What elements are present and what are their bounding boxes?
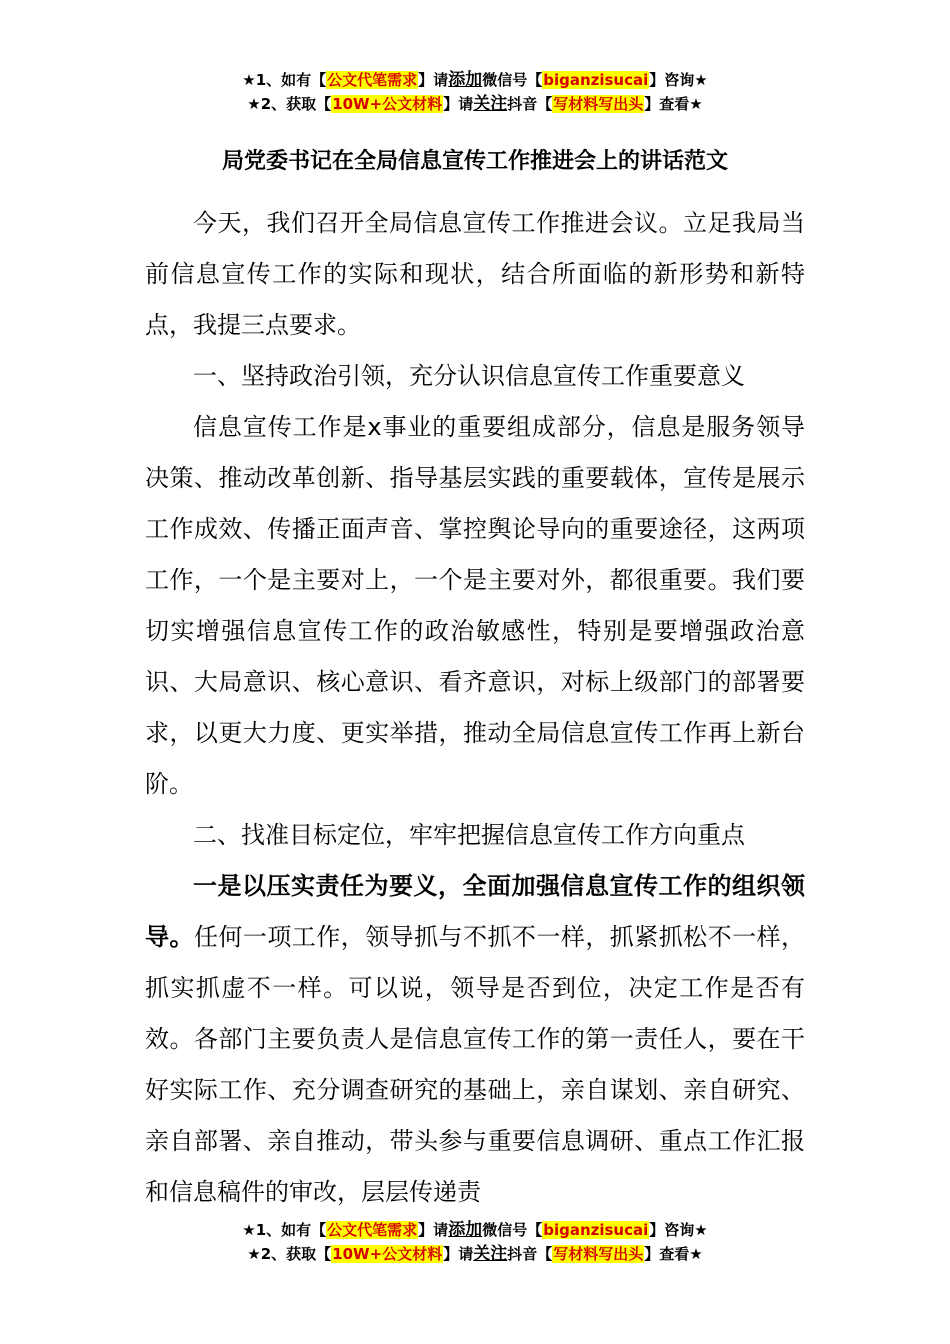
banner-text: 】请 (443, 1245, 474, 1263)
banner-line-2 (0, 1242, 950, 1266)
banner-text: 】咨询★ (649, 1221, 708, 1239)
document-title: 局党委书记在全局信息宣传工作推进会上的讲话范文 (221, 149, 728, 174)
underlined-keyword: 关注 (473, 94, 508, 114)
banner-text: ★2、获取【 (247, 95, 332, 113)
highlight-douyin-account: 写材料写出头 (553, 1245, 644, 1263)
highlight-materials: 10W+公文材料 (332, 1245, 443, 1263)
banner-text: 】查看★ (644, 1245, 703, 1263)
bottom-banner (0, 1218, 950, 1266)
paragraph-point-1 (145, 861, 805, 1218)
paragraph-intro: 今天，我们召开全局信息宣传工作推进会议。立足我局当前信息宣传工作的实际和现状，结合所面临的新形势和新特点，我提三点要求。 (145, 209, 805, 339)
banner-text: 抖音【 (507, 95, 553, 113)
highlight-douyin-account: 写材料写出头 (553, 95, 644, 113)
highlight-wechat-id: biganzisucai (543, 71, 649, 89)
highlight-service: 公文代笔需求 (327, 71, 418, 89)
banner-text: 】请 (418, 71, 449, 89)
banner-line-1 (0, 68, 950, 92)
underlined-keyword: 添加 (448, 70, 483, 90)
banner-text: 】咨询★ (649, 71, 708, 89)
banner-text: 】请 (418, 1221, 449, 1239)
section-heading-1: 一、坚持政治引领，充分认识信息宣传工作重要意义 (193, 362, 745, 390)
banner-line-2 (0, 92, 950, 116)
highlight-service: 公文代笔需求 (327, 1221, 418, 1239)
banner-line-1 (0, 1218, 950, 1242)
highlight-wechat-id: biganzisucai (543, 1221, 649, 1239)
highlight-materials: 10W+公文材料 (332, 95, 443, 113)
banner-text: ★2、获取【 (247, 1245, 332, 1263)
underlined-keyword: 添加 (448, 1220, 483, 1240)
banner-text: ★1、如有【 (242, 71, 327, 89)
banner-text: 抖音【 (507, 1245, 553, 1263)
banner-text: ★1、如有【 (242, 1221, 327, 1239)
banner-text: 微信号【 (482, 1221, 543, 1239)
point-text: 任何一项工作，领导抓与不抓不一样，抓紧抓松不一样，抓实抓虚不一样。可以说，领导是否到位，决定工作是否有效。各部门主要负责人是信息宣传工作的第一责任人，要在干好实际工作、充分调查研究的基础上，亲自谋划、亲自研究、亲自部署、亲自推动，带头参与重要信息调研、重点工作汇报和信息稿件的审改，层层传递责 (145, 923, 806, 1206)
banner-text: 】查看★ (644, 95, 703, 113)
document-body (145, 198, 805, 1218)
banner-text: 微信号【 (482, 71, 543, 89)
underlined-keyword: 关注 (473, 1244, 508, 1264)
banner-text: 】请 (443, 95, 474, 113)
paragraph-section-1: 信息宣传工作是x事业的重要组成部分，信息是服务领导决策、推动改革创新、指导基层实践的重要载体，宣传是展示工作成效、传播正面声音、掌控舆论导向的重要途径，这两项工作，一个是主要对上，一个是主要对外，都很重要。我们要切实增强信息宣传工作的政治敏感性，特别是要增强政治意识、大局意识、核心意识、看齐意识，对标上级部门的部署要求，以更大力度、更实举措，推动全局信息宣传工作再上新台阶。 (145, 413, 805, 798)
point-heading: 一是以压实责任为要义，全面加强信息宣传工作的组织领导。 (145, 872, 805, 951)
top-banner (0, 68, 950, 116)
section-heading-2: 二、找准目标定位，牢牢把握信息宣传工作方向重点 (193, 821, 745, 849)
